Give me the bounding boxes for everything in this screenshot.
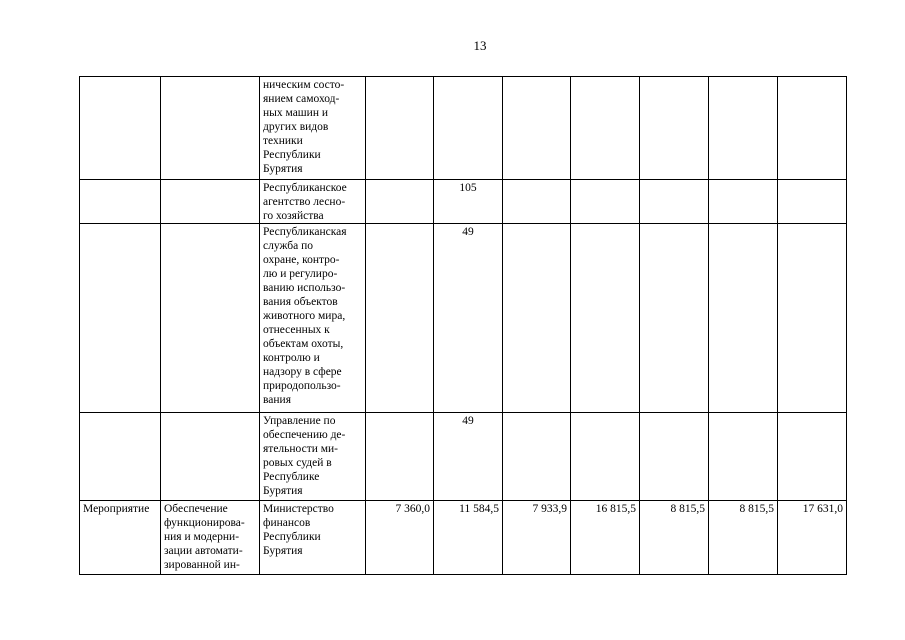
empty-cell [366,224,434,413]
empty-cell [640,180,709,224]
empty-cell [778,180,847,224]
executor-cell: Министерство финансов Республики Бурятия [260,501,366,575]
empty-cell [503,413,571,501]
empty-cell [571,224,640,413]
empty-cell [80,413,161,501]
empty-cell [640,413,709,501]
value-cell: 16 815,5 [571,501,640,575]
table-row [80,501,847,575]
empty-cell [503,180,571,224]
amount-cell: 49 [434,413,503,501]
value-cell: 8 815,5 [640,501,709,575]
empty-cell [503,77,571,180]
table-row [80,77,847,180]
empty-cell [709,224,778,413]
empty-cell [778,224,847,413]
table-row [80,413,847,501]
empty-cell [778,77,847,180]
empty-cell [778,413,847,501]
empty-cell [709,180,778,224]
value-cell: 7 360,0 [366,501,434,575]
empty-cell [161,224,260,413]
executor-cell: Управление по обеспечению де- ятельности ми- ровых судей в Республике Бурятия [260,413,366,501]
empty-cell [366,77,434,180]
empty-cell [161,77,260,180]
program-table [79,76,847,575]
value-cell: 11 584,5 [434,501,503,575]
table-row [80,224,847,413]
empty-cell [571,413,640,501]
empty-cell [366,180,434,224]
empty-cell [640,224,709,413]
table-row [80,180,847,224]
amount-cell: 49 [434,224,503,413]
empty-cell [571,180,640,224]
empty-cell [80,77,161,180]
empty-cell [80,180,161,224]
executor-cell: Республиканское агентство лесно- го хозяйства [260,180,366,224]
empty-cell [366,413,434,501]
executor-cell: ническим состо- янием самоход- ных машин и других видов техники Республики Бурятия [260,77,366,180]
value-cell: 7 933,9 [503,501,571,575]
empty-cell [161,413,260,501]
event-type-cell: Мероприятие [80,501,161,575]
empty-cell [709,413,778,501]
empty-cell [161,180,260,224]
empty-cell [80,224,161,413]
amount-cell [434,77,503,180]
value-cell: 17 631,0 [778,501,847,575]
empty-cell [640,77,709,180]
amount-cell: 105 [434,180,503,224]
empty-cell [503,224,571,413]
page-number: 13 [473,38,487,53]
value-cell: 8 815,5 [709,501,778,575]
event-name-cell: Обеспечение функционирова- ния и модерни- зации автомати- зированной ин- [161,501,260,575]
empty-cell [571,77,640,180]
executor-cell: Республиканская служба по охране, контро- лю и регулиро- ванию использо- вания объектов животного мира, отнесенных к объектам охоты, контролю и надзору в сфере природопользо- вания [260,224,366,413]
empty-cell [709,77,778,180]
